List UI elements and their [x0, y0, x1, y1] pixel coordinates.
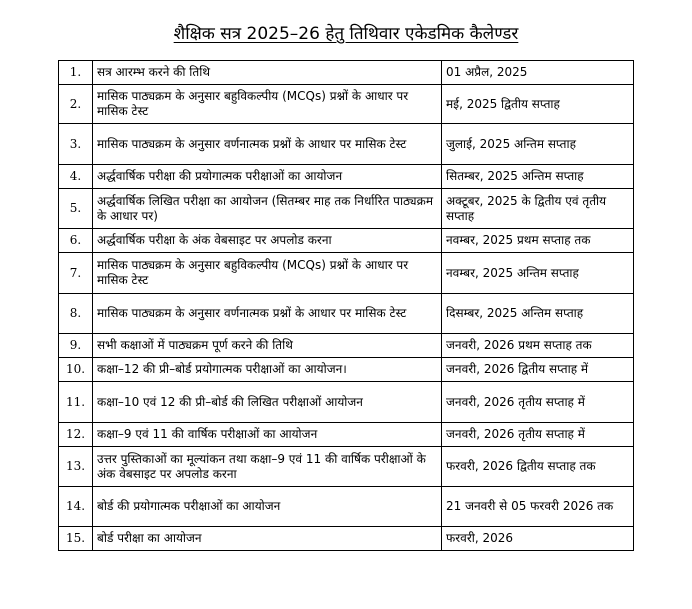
date-cell: मई, 2025 द्वितीय सप्ताह: [442, 85, 634, 124]
table-row: [59, 358, 634, 382]
activity-cell: उत्तर पुस्तिकाओं का मूल्यांकन तथा कक्षा–9 एवं 11 की वार्षिक परीक्षाओं के अंक वेबसाइट पर अपलोड करना: [93, 447, 442, 487]
date-cell: फरवरी, 2026 द्वितीय सप्ताह तक: [442, 447, 634, 487]
row-number: 1.: [59, 61, 93, 85]
activity-cell: मासिक पाठ्यक्रम के अनुसार बहुविकल्पीय (MCQs) प्रश्नों के आधार पर मासिक टेस्ट: [93, 253, 442, 294]
row-number: 7.: [59, 253, 93, 294]
activity-cell: कक्षा–10 एवं 12 की प्री–बोर्ड की लिखित परीक्षाओं आयोजन: [93, 382, 442, 423]
row-number: 8.: [59, 294, 93, 334]
date-cell: नवम्बर, 2025 प्रथम सप्ताह तक: [442, 229, 634, 253]
row-number: 5.: [59, 189, 93, 229]
table-row: [59, 423, 634, 447]
activity-cell: अर्द्धवार्षिक लिखित परीक्षा का आयोजन (सितम्बर माह तक निर्धारित पाठ्यक्रम के आधार पर): [93, 189, 442, 229]
row-number: 2.: [59, 85, 93, 124]
table-row: [59, 382, 634, 423]
activity-cell: कक्षा–12 की प्री–बोर्ड प्रयोगात्मक परीक्षाओं का आयोजन।: [93, 358, 442, 382]
date-cell: जनवरी, 2026 प्रथम सप्ताह तक: [442, 334, 634, 358]
date-cell: सितम्बर, 2025 अन्तिम सप्ताह: [442, 165, 634, 189]
date-cell: जनवरी, 2026 द्वितीय सप्ताह में: [442, 358, 634, 382]
activity-cell: सत्र आरम्भ करने की तिथि: [93, 61, 442, 85]
activity-cell: बोर्ड परीक्षा का आयोजन: [93, 527, 442, 551]
activity-cell: बोर्ड की प्रयोगात्मक परीक्षाओं का आयोजन: [93, 487, 442, 527]
calendar-table-body: [59, 61, 634, 551]
table-row: [59, 253, 634, 294]
date-cell: दिसम्बर, 2025 अन्तिम सप्ताह: [442, 294, 634, 334]
activity-cell: सभी कक्षाओं में पाठ्यक्रम पूर्ण करने की तिथि: [93, 334, 442, 358]
date-cell: जुलाई, 2025 अन्तिम सप्ताह: [442, 124, 634, 165]
calendar-title-text: शैक्षिक सत्र 2025–26 हेतु तिथिवार एकेडमिक कैलेण्डर: [173, 24, 519, 44]
calendar-title: [0, 22, 692, 46]
date-cell: 01 अप्रैल, 2025: [442, 61, 634, 85]
table-row: [59, 229, 634, 253]
row-number: 11.: [59, 382, 93, 423]
row-number: 4.: [59, 165, 93, 189]
table-row: [59, 527, 634, 551]
activity-cell: मासिक पाठ्यक्रम के अनुसार बहुविकल्पीय (MCQs) प्रश्नों के आधार पर मासिक टेस्ट: [93, 85, 442, 124]
activity-cell: कक्षा–9 एवं 11 की वार्षिक परीक्षाओं का आयोजन: [93, 423, 442, 447]
row-number: 15.: [59, 527, 93, 551]
table-row: [59, 447, 634, 487]
table-row: [59, 61, 634, 85]
row-number: 9.: [59, 334, 93, 358]
table-row: [59, 294, 634, 334]
table-row: [59, 334, 634, 358]
date-cell: फरवरी, 2026: [442, 527, 634, 551]
table-row: [59, 85, 634, 124]
activity-cell: मासिक पाठ्यक्रम के अनुसार वर्णनात्मक प्रश्नों के आधार पर मासिक टेस्ट: [93, 124, 442, 165]
row-number: 6.: [59, 229, 93, 253]
table-row: [59, 487, 634, 527]
date-cell: जनवरी, 2026 तृतीय सप्ताह में: [442, 423, 634, 447]
activity-cell: अर्द्धवार्षिक परीक्षा के अंक वेबसाइट पर अपलोड करना: [93, 229, 442, 253]
activity-cell: अर्द्धवार्षिक परीक्षा की प्रयोगात्मक परीक्षाओं का आयोजन: [93, 165, 442, 189]
date-cell: जनवरी, 2026 तृतीय सप्ताह में: [442, 382, 634, 423]
table-row: [59, 165, 634, 189]
activity-cell: मासिक पाठ्यक्रम के अनुसार वर्णनात्मक प्रश्नों के आधार पर मासिक टेस्ट: [93, 294, 442, 334]
table-row: [59, 124, 634, 165]
date-cell: अक्टूबर, 2025 के द्वितीय एवं तृतीय सप्ताह: [442, 189, 634, 229]
row-number: 3.: [59, 124, 93, 165]
row-number: 13.: [59, 447, 93, 487]
date-cell: नवम्बर, 2025 अन्तिम सप्ताह: [442, 253, 634, 294]
row-number: 14.: [59, 487, 93, 527]
date-cell: 21 जनवरी से 05 फरवरी 2026 तक: [442, 487, 634, 527]
academic-calendar-table: [58, 60, 634, 551]
row-number: 10.: [59, 358, 93, 382]
row-number: 12.: [59, 423, 93, 447]
table-row: [59, 189, 634, 229]
